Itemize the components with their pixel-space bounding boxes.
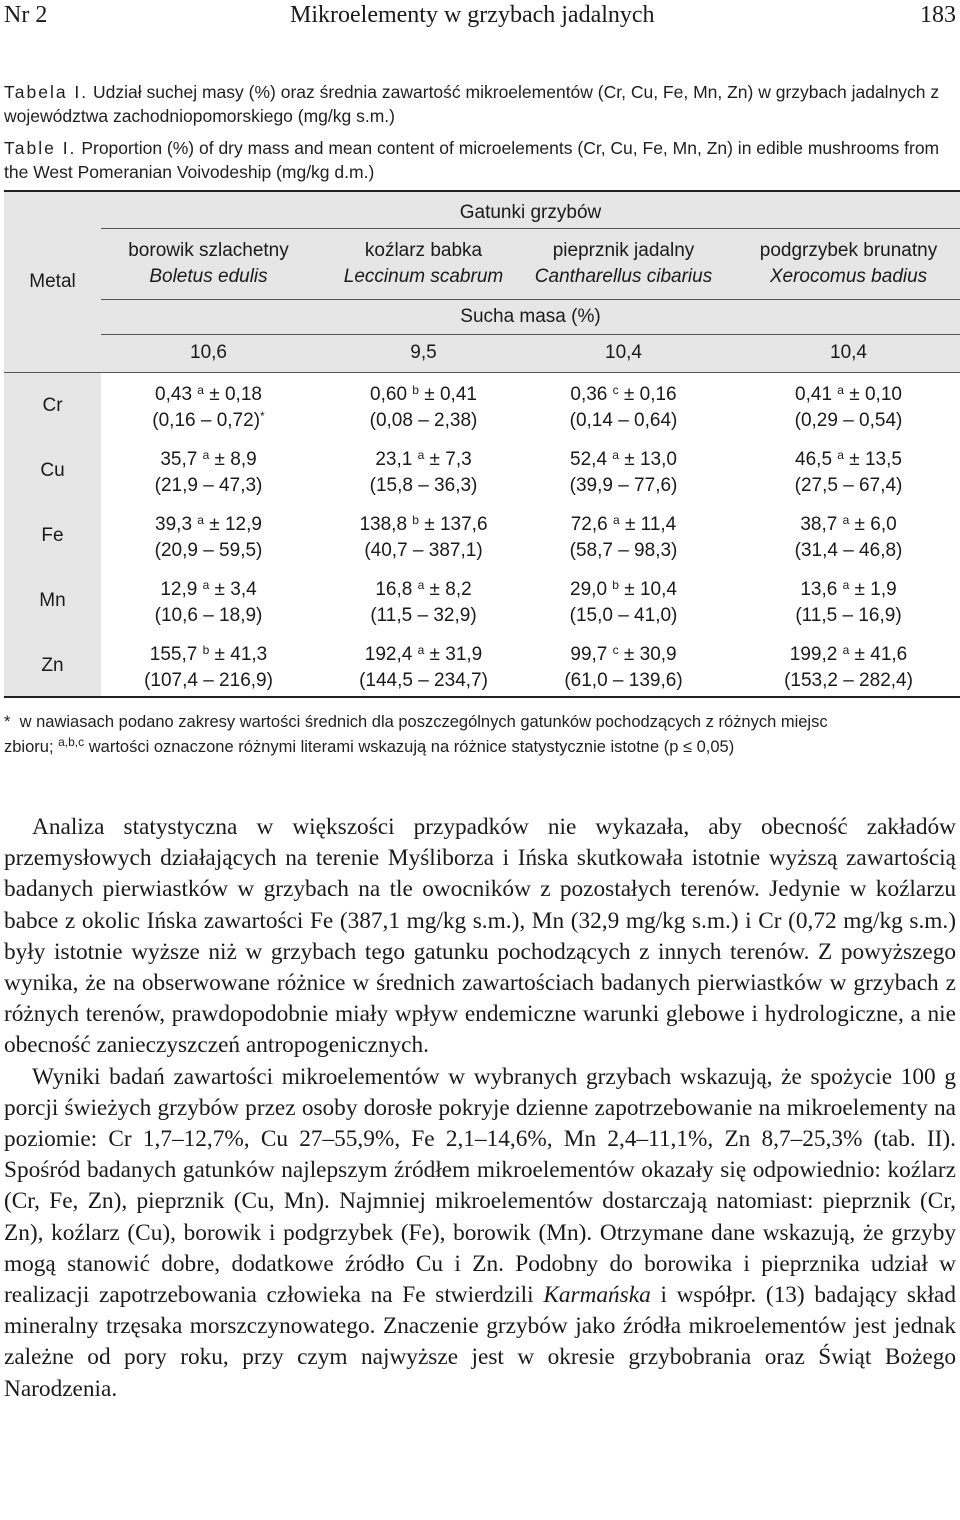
mean-value: 72,6 — [570, 514, 608, 535]
divider-line — [101, 228, 960, 229]
cell-range-line — [101, 603, 316, 629]
footnote-sup: a,b,c — [58, 735, 85, 749]
significance-letter: a — [202, 448, 210, 462]
table-cell — [741, 642, 956, 694]
table-cell — [101, 382, 316, 434]
footnote-text-2: wartości oznaczone różnymi literami wskazują na różnice statystycznie istotne (p ≤ 0,05) — [88, 738, 735, 756]
cell-mean-line — [160, 579, 256, 600]
species-common-name: podgrzybek brunatny — [759, 240, 938, 261]
mean-value: 199,2 — [789, 644, 838, 665]
std-dev: ± 13,5 — [849, 449, 902, 470]
mean-value: 12,9 — [160, 579, 198, 600]
cell-range-line — [101, 408, 316, 434]
running-title: Mikroelementy w grzybach jadalnych — [290, 2, 655, 28]
dry-mass-header: Sucha masa (%) — [460, 306, 601, 327]
table-cell — [101, 447, 316, 499]
metal-label: Cr — [42, 395, 63, 416]
table-cell — [516, 642, 731, 694]
mean-value: 35,7 — [160, 449, 198, 470]
metal-label: Cu — [40, 460, 65, 481]
species-common-name: koźlarz babka — [364, 240, 483, 261]
range-value: (21,9 – 47,3) — [154, 475, 263, 496]
cell-range-line — [741, 538, 956, 564]
cell-mean-line — [795, 384, 902, 405]
mean-value: 0,43 — [155, 384, 193, 405]
range-value: (0,08 – 2,38) — [369, 410, 478, 431]
significance-letter: a — [417, 578, 425, 592]
caption-text-en: Proportion (%) of dry mass and mean content of microelements (Cr, Cu, Fe, Mn, Zn) in edible mushrooms from the West Pomeranian Voivodeship (mg/kg d.m.) — [4, 138, 940, 182]
paragraph-1: Analiza statystyczna w większości przypadków nie wykazała, aby obecność zakładów przemysłowych działających na terenie Myśliborza i Ińska skutkowała istotnie wyższą zawartością badanych pierwiastków w grzybach na tle owocników z pozostałych terenów. Jedynie w koźlarzu babce z okolic Ińska zawartości Fe (387,1 mg/kg s.m.), Mn (32,9 mg/kg s.m.) i Cr (0,72 mg/kg s.m.) były istotnie wyższe niż w grzybach tego gatunku pochodzących z innych terenów. Z powyższego wynika, że na obserwowane różnice w średnich zawartościach badanych pierwiastków w grzybach z różnych terenów, prawdopodobnie miały wpływ endemiczne warunki glebowe i hydrologiczne, a nie obecność zanieczyszczeń antropogenicznych. — [4, 814, 956, 1059]
metal-label: Fe — [41, 525, 64, 546]
mean-value: 13,6 — [800, 579, 838, 600]
mean-value: 52,4 — [570, 449, 608, 470]
range-value: (15,8 – 36,3) — [369, 475, 478, 496]
range-value: (40,7 – 387,1) — [364, 540, 483, 561]
cell-range-line — [101, 538, 316, 564]
cell-mean-line — [155, 384, 262, 405]
range-value: (39,9 – 77,6) — [569, 475, 678, 496]
significance-letter: a — [612, 448, 619, 462]
cell-range-line — [516, 603, 731, 629]
mean-value: 0,41 — [795, 384, 833, 405]
range-value: (0,29 – 0,54) — [794, 410, 903, 431]
range-value: (0,16 – 0,72) — [152, 410, 261, 431]
table-cell — [316, 512, 531, 564]
cell-mean-line — [160, 449, 256, 470]
species-header — [101, 238, 316, 290]
range-value: (20,9 – 59,5) — [154, 540, 263, 561]
cell-mean-line — [150, 644, 267, 665]
significance-letter: a — [197, 513, 204, 527]
cell-range-line — [316, 473, 531, 499]
significance-letter: a — [202, 578, 210, 592]
cell-mean-line — [570, 644, 676, 665]
cell-mean-line — [570, 579, 677, 600]
mean-value: 0,60 — [370, 384, 408, 405]
species-header — [316, 238, 531, 290]
divider-line — [4, 372, 960, 373]
significance-letter: a — [837, 383, 844, 397]
cell-range-line — [741, 603, 956, 629]
metal-header — [4, 192, 101, 372]
data-table — [4, 190, 960, 698]
std-dev: ± 11,4 — [624, 514, 677, 535]
std-dev: ± 30,9 — [623, 644, 677, 665]
cell-range-line — [516, 473, 731, 499]
significance-letter: a — [613, 513, 620, 527]
significance-letter: b — [612, 578, 619, 592]
range-value: (15,0 – 41,0) — [569, 605, 678, 626]
species-header — [516, 238, 731, 290]
mean-value: 46,5 — [795, 449, 833, 470]
significance-letter: c — [612, 383, 619, 397]
cell-mean-line — [370, 384, 477, 405]
dry-mass-value: 9,5 — [410, 342, 437, 363]
caption-label-en: Table I. — [4, 138, 77, 158]
metal-label: Mn — [39, 590, 66, 611]
author-name: Karmańska — [543, 1282, 651, 1309]
significance-letter: a — [842, 643, 850, 657]
mean-value: 0,36 — [570, 384, 608, 405]
range-value: (11,5 – 32,9) — [370, 605, 477, 626]
std-dev: ± 41,6 — [854, 644, 908, 665]
table-caption-pl — [4, 80, 956, 128]
cell-mean-line — [795, 449, 902, 470]
divider-line — [101, 334, 960, 335]
cell-range-line — [316, 538, 531, 564]
metal-header-label: Metal — [29, 271, 76, 292]
mean-value: 29,0 — [570, 579, 608, 600]
paragraph-2 — [4, 1062, 956, 1405]
species-latin-name: Xerocomus badius — [769, 266, 928, 287]
std-dev: ± 6,0 — [854, 514, 897, 535]
range-value: (107,4 – 216,9) — [144, 670, 273, 691]
dry-mass-value: 10,6 — [190, 342, 227, 363]
caption-label-pl: Tabela I. — [4, 82, 89, 102]
std-dev: ± 0,18 — [209, 384, 262, 405]
footnote-text-1: w nawiasach podano zakresy wartości średnich dla poszczególnych gatunków pochodzących z różnych miejsc zbioru; — [4, 713, 828, 756]
cell-mean-line — [375, 579, 471, 600]
std-dev: ± 0,41 — [424, 384, 477, 405]
mean-value: 155,7 — [149, 644, 198, 665]
divider-line — [101, 299, 960, 300]
cell-range-line — [316, 603, 531, 629]
cell-mean-line — [790, 644, 907, 665]
mean-value: 192,4 — [364, 644, 413, 665]
std-dev: ± 10,4 — [624, 579, 677, 600]
footnote-star: * — [4, 713, 11, 731]
std-dev: ± 3,4 — [214, 579, 257, 600]
significance-letter: a — [837, 448, 844, 462]
std-dev: ± 8,9 — [214, 449, 257, 470]
range-value: (10,6 – 18,9) — [154, 605, 263, 626]
cell-mean-line — [571, 514, 677, 535]
cell-range-line — [516, 668, 731, 694]
mean-value: 138,8 — [359, 514, 408, 535]
table-cell — [316, 382, 531, 434]
body-text — [4, 812, 956, 1405]
std-dev: ± 41,3 — [214, 644, 268, 665]
std-dev: ± 1,9 — [854, 579, 897, 600]
cell-mean-line — [365, 644, 482, 665]
table-cell — [316, 642, 531, 694]
table-cell — [516, 382, 731, 434]
range-value: (0,14 – 0,64) — [569, 410, 678, 431]
std-dev: ± 0,10 — [849, 384, 902, 405]
range-value: (27,5 – 67,4) — [794, 475, 903, 496]
cell-range-line — [741, 473, 956, 499]
table-cell — [741, 447, 956, 499]
cell-range-line — [316, 668, 531, 694]
table-cell — [516, 577, 731, 629]
table-cell — [741, 382, 956, 434]
range-value: (31,4 – 46,8) — [794, 540, 903, 561]
range-value: (153,2 – 282,4) — [784, 670, 913, 691]
cell-mean-line — [800, 514, 896, 535]
species-header — [741, 238, 956, 290]
species-common-name: pieprznik jadalny — [552, 240, 695, 261]
paragraph-2-text-a: Wyniki badań zawartości mikroelementów w wybranych grzybach wskazują, że spożycie 100 g porcji świeżych grzybów przez osoby dorosłe pokryje dzienne zapotrzebowanie na mikroelementy na poziomie: Cr 1,7–12,7%, Cu 27–55,9%, Fe 2,1–14,6%, Mn 2,4–11,1%, Zn 8,7–25,3% (tab. II). Spośród badanych gatunków najlepszym źródłem mikroelementów okazały się odpowiednio: koźlarz (Cr, Fe, Zn), pieprznik (Cu, Mn). Najmniej mikroelementów dostarczają natomiast: pieprznik (Cr, Zn), koźlarz (Cu), borowik i podgrzybek (Fe), borowik (Mn). Otrzymane dane wskazują, że grzyby mogą stanowić dobre, dodatkowe źródło Cu i Zn. Podobny do borowika i pieprznika udział w realizacji zapotrzebowania człowieka na Fe stwierdzili — [4, 1063, 956, 1309]
cell-range-line — [316, 408, 531, 434]
metal-label: Zn — [41, 655, 64, 676]
range-value: (144,5 – 234,7) — [359, 670, 488, 691]
std-dev: ± 8,2 — [429, 579, 472, 600]
significance-letter: a — [197, 383, 204, 397]
table-cell — [101, 512, 316, 564]
significance-letter: b — [202, 643, 210, 657]
significance-letter: a — [417, 643, 425, 657]
table-footnote — [4, 710, 956, 760]
std-dev: ± 12,9 — [209, 514, 262, 535]
mean-value: 39,3 — [155, 514, 193, 535]
table-cell — [316, 447, 531, 499]
dry-mass-value: 10,4 — [605, 342, 642, 363]
species-latin-name: Leccinum scabrum — [343, 266, 504, 287]
cell-mean-line — [570, 384, 676, 405]
range-value: (58,7 – 98,3) — [569, 540, 678, 561]
table-cell — [741, 577, 956, 629]
species-latin-name: Cantharellus cibarius — [534, 266, 713, 287]
significance-letter: a — [842, 513, 850, 527]
species-common-name: borowik szlachetny — [128, 240, 289, 261]
range-value: (61,0 – 139,6) — [564, 670, 683, 691]
page-number-left: Nr 2 — [4, 2, 48, 28]
table-caption-en — [4, 136, 956, 184]
significance-letter: b — [412, 383, 419, 397]
species-group-header: Gatunki grzybów — [459, 202, 602, 223]
cell-range-line — [101, 473, 316, 499]
cell-range-line — [741, 408, 956, 434]
std-dev: ± 31,9 — [429, 644, 483, 665]
std-dev: ± 137,6 — [424, 514, 488, 535]
mean-value: 23,1 — [375, 449, 413, 470]
mean-value: 38,7 — [800, 514, 838, 535]
significance-letter: c — [612, 643, 619, 657]
significance-letter: a — [842, 578, 850, 592]
std-dev: ± 7,3 — [429, 449, 472, 470]
std-dev: ± 0,16 — [623, 384, 677, 405]
footnote-marker: * — [260, 409, 265, 423]
cell-mean-line — [570, 449, 677, 470]
cell-range-line — [516, 538, 731, 564]
table-cell — [516, 447, 731, 499]
cell-mean-line — [375, 449, 471, 470]
cell-range-line — [741, 668, 956, 694]
range-value: (11,5 – 16,9) — [795, 605, 902, 626]
running-head — [4, 2, 956, 30]
cell-range-line — [516, 408, 731, 434]
cell-range-line — [101, 668, 316, 694]
table-cell — [101, 577, 316, 629]
table-cell — [101, 642, 316, 694]
paragraph-2-text-b: i współpr. (13) badający skład mineralny trzęsaka morszczynowatego. Znaczenie grzybów jako źródła mikroelementów jest jednak zależne od pory roku, przy czym najwyższe jest w okresie grzybobrania oraz Świąt Bożego Narodzenia. — [4, 1282, 957, 1402]
std-dev: ± 13,0 — [624, 449, 677, 470]
cell-mean-line — [800, 579, 896, 600]
mean-value: 99,7 — [570, 644, 608, 665]
cell-mean-line — [359, 514, 487, 535]
table-cell — [741, 512, 956, 564]
species-latin-name: Boletus edulis — [149, 266, 268, 287]
table-cell — [516, 512, 731, 564]
caption-text-pl: Udział suchej masy (%) oraz średnia zawartość mikroelementów (Cr, Cu, Fe, Mn, Zn) w grzybach jadalnych z województwa zachodniopomorskiego (mg/kg s.m.) — [4, 82, 940, 126]
dry-mass-value: 10,4 — [830, 342, 867, 363]
mean-value: 16,8 — [375, 579, 413, 600]
page-number-right: 183 — [920, 2, 956, 28]
significance-letter: a — [417, 448, 425, 462]
significance-letter: b — [412, 513, 419, 527]
cell-mean-line — [155, 514, 262, 535]
table-cell — [316, 577, 531, 629]
